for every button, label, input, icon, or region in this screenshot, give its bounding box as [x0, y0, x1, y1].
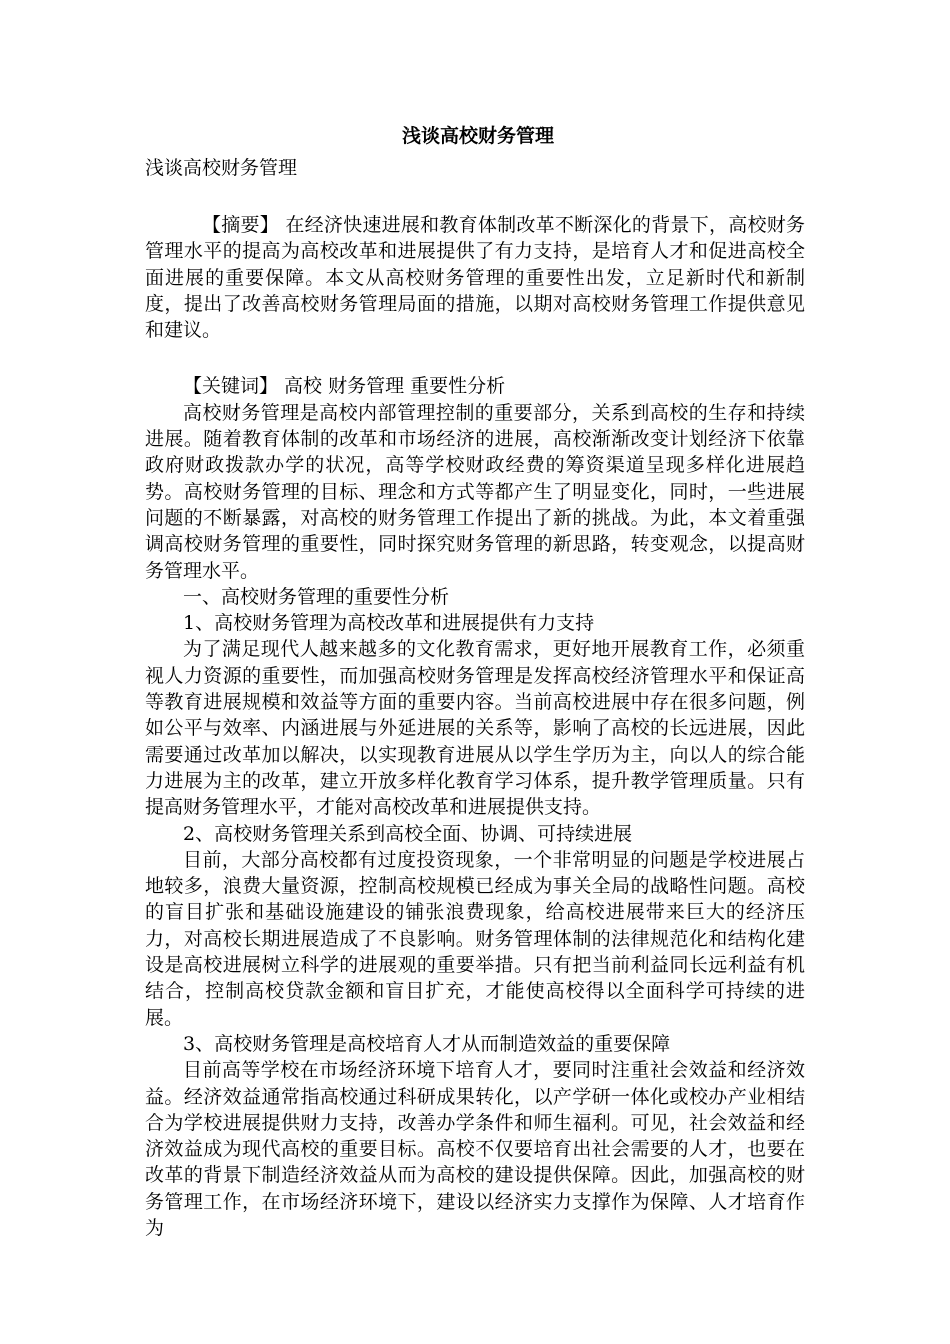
body-paragraph-3: 目前高等学校在市场经济环境下培育人才，要同时注重社会效益和经济效益。经济效益通常指高校通过科研成果转化，以产学研一体化或校办产业相结合为学校进展提供财力支持，改善办学条件和师生福利。可见，社会效益和经济效益成为现代高校的重要目标。高校不仅要培育出社会需要的人才，也要在改革的背景下制造经济效益从而为高校的建设提供保障。因此，加强高校的财务管理工作，在市场经济环境下，建设以经济实力支撑作为保障、人才培育作为 [145, 1059, 805, 1239]
abstract-label: 【摘要】 [202, 214, 280, 236]
keywords-label: 【关键词】 [183, 375, 279, 398]
document-page [145, 118, 805, 1241]
body-paragraph-1: 为了满足现代人越来越多的文化教育需求，更好地开展教育工作，必须重视人力资源的重要性，而加强高校财务管理是发挥高校经济管理水平和保证高等教育进展规模和效益等方面的重要内容。当前高校进展中存在很多问题，例如公平与效率、内涵进展与外延进展的关系等，影响了高校的长远进展，因此需要通过改革加以解决，以实现教育进展从以学生学历为主，向以人的综合能力进展为主的改革，建立开放多样化教育学习体系，提升教学管理质量。只有提高财务管理水平，才能对高校改革和进展提供支持。 [145, 638, 805, 819]
body-paragraph-intro: 高校财务管理是高校内部管理控制的重要部分，关系到高校的生存和持续进展。随着教育体制的改革和市场经济的进展，高校渐渐改变计划经济下依靠政府财政拨款办学的状况，高等学校财政经费的筹资渠道呈现多样化进展趋势。高校财务管理的目标、理念和方式等都产生了明显变化，同时，一些进展问题的不断暴露，对高校的财务管理工作提出了新的挑战。为此，本文着重强调高校财务管理的重要性，同时探究财务管理的新思路，转变观念，以提高财务管理水平。 [145, 401, 805, 582]
abstract-paragraph [145, 212, 805, 343]
subsection-heading-3: 3、高校财务管理是高校培育人才从而制造效益的重要保障 [183, 1032, 671, 1055]
keywords-text: 高校 财务管理 重要性分析 [278, 375, 506, 398]
keywords-paragraph [145, 373, 805, 399]
subsection-heading-1: 1、高校财务管理为高校改革和进展提供有力支持 [183, 612, 595, 635]
abstract-text: 在经济快速进展和教育体制改革不断深化的背景下，高校财务管理水平的提高为高校改革和进展提供了有力支持，是培育人才和促进高校全面进展的重要保障。本文从高校财务管理的重要性出发，立足新时代和新制度，提出了改善高校财务管理局面的措施，以期对高校财务管理工作提供意见和建议。 [145, 214, 805, 342]
document-title: 浅谈高校财务管理 [401, 125, 554, 147]
section-heading-1: 一、高校财务管理的重要性分析 [183, 585, 450, 608]
body-paragraph-2: 目前，大部分高校都有过度投资现象，一个非常明显的问题是学校进展占地较多，浪费大量资源，控制高校规模已经成为事关全局的战略性问题。高校的盲目扩张和基础设施建设的铺张浪费现象，给高校进展带来巨大的经济压力，对高校长期进展造成了不良影响。财务管理体制的法律规范化和结构化建设是高校进展树立科学的进展观的重要举措。只有把当前利益同长远利益有机结合，控制高校贷款金额和盲目扩充，才能使高校得以全面科学可持续的进展。 [145, 848, 805, 1029]
document-subtitle: 浅谈高校财务管理 [145, 157, 298, 179]
subsection-heading-2: 2、高校财务管理关系到高校全面、协调、可持续进展 [183, 822, 633, 845]
